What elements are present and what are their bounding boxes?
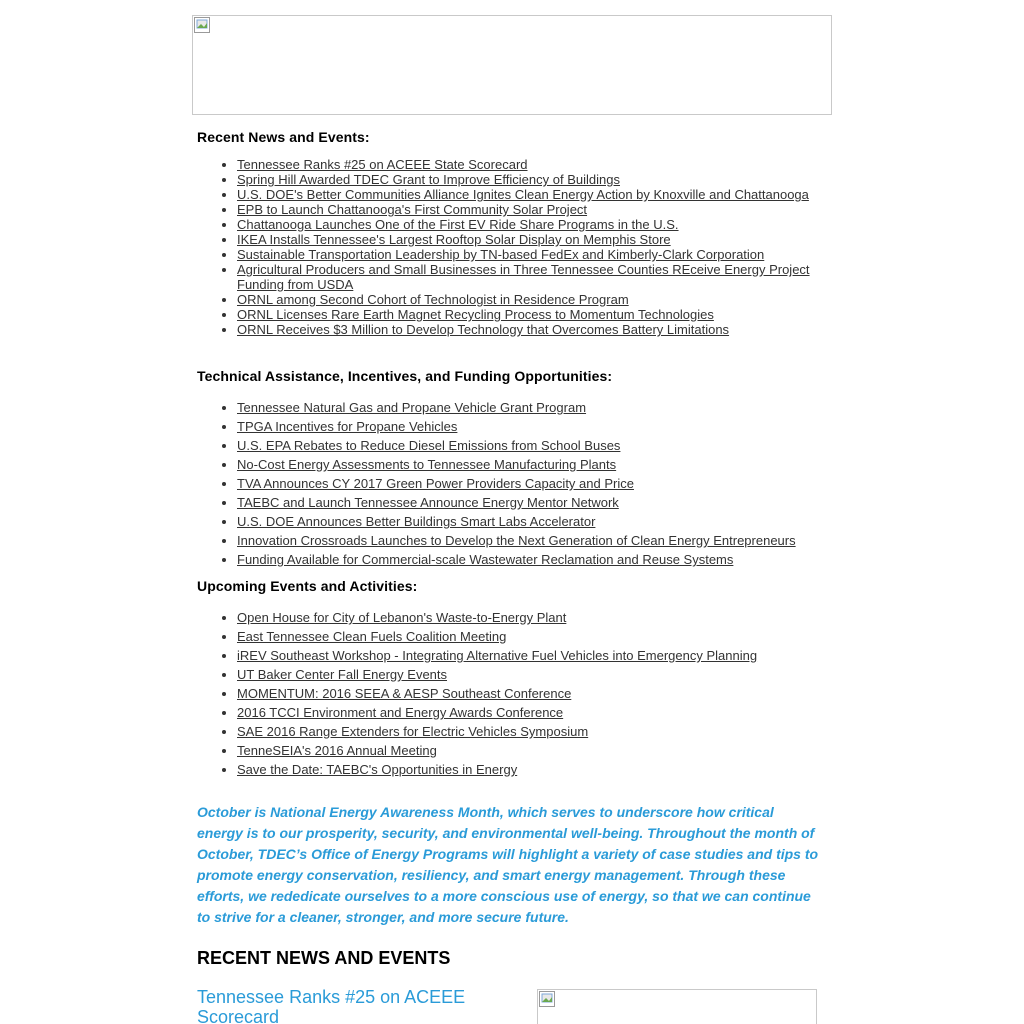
recent-news-item bbox=[237, 262, 822, 292]
recent-news-heading: Recent News and Events: bbox=[197, 129, 370, 145]
broken-image-icon bbox=[539, 991, 555, 1007]
recent-news-item bbox=[237, 217, 822, 232]
recent-news-link[interactable]: Chattanooga Launches One of the First EV Ride Share Programs in the U.S. bbox=[237, 217, 679, 232]
recent-news-link[interactable]: ORNL Receives $3 Million to Develop Technology that Overcomes Battery Limitations bbox=[237, 322, 730, 337]
recent-news-link[interactable]: ORNL Licenses Rare Earth Magnet Recycling Process to Momentum Technologies bbox=[237, 307, 714, 322]
technical-assistance-link[interactable]: TPGA Incentives for Propane Vehicles bbox=[237, 419, 458, 434]
recent-news-item bbox=[237, 247, 822, 262]
upcoming-event-link[interactable]: iREV Southeast Workshop - Integrating Alternative Fuel Vehicles into Emergency Planning bbox=[237, 648, 758, 663]
recent-news-item bbox=[237, 307, 822, 322]
recent-news-link[interactable]: Tennessee Ranks #25 on ACEEE State Scorecard bbox=[237, 157, 528, 172]
upcoming-event-item bbox=[237, 724, 822, 739]
upcoming-event-link[interactable]: East Tennessee Clean Fuels Coalition Meeting bbox=[237, 629, 507, 644]
upcoming-event-item bbox=[237, 610, 822, 625]
recent-news-link[interactable]: IKEA Installs Tennessee's Largest Rooftop Solar Display on Memphis Store bbox=[237, 232, 671, 247]
upcoming-event-link[interactable]: Open House for City of Lebanon's Waste-to-Energy Plant bbox=[237, 610, 567, 625]
technical-assistance-link[interactable]: TVA Announces CY 2017 Green Power Providers Capacity and Price bbox=[237, 476, 634, 491]
recent-news-item bbox=[237, 202, 822, 217]
technical-assistance-link[interactable]: U.S. EPA Rebates to Reduce Diesel Emissions from School Buses bbox=[237, 438, 621, 453]
header-banner-image bbox=[192, 15, 832, 115]
technical-assistance-link[interactable]: Innovation Crossroads Launches to Develop the Next Generation of Clean Energy Entrepreneurs bbox=[237, 533, 796, 548]
technical-assistance-link[interactable]: No-Cost Energy Assessments to Tennessee Manufacturing Plants bbox=[237, 457, 617, 472]
recent-news-link[interactable]: ORNL among Second Cohort of Technologist in Residence Program bbox=[237, 292, 629, 307]
technical-assistance-item bbox=[237, 476, 822, 491]
upcoming-events-heading: Upcoming Events and Activities: bbox=[197, 578, 418, 594]
recent-news-link[interactable]: Spring Hill Awarded TDEC Grant to Improve Efficiency of Buildings bbox=[237, 172, 620, 187]
technical-assistance-list bbox=[197, 400, 822, 567]
recent-news-item bbox=[237, 322, 822, 337]
feature-article bbox=[197, 987, 822, 1024]
recent-news-item bbox=[237, 157, 822, 172]
recent-news-list bbox=[197, 157, 822, 337]
upcoming-event-link[interactable]: 2016 TCCI Environment and Energy Awards Conference bbox=[237, 705, 564, 720]
recent-news-item bbox=[237, 172, 822, 187]
recent-news-item bbox=[237, 232, 822, 247]
technical-assistance-item bbox=[237, 552, 822, 567]
upcoming-event-item bbox=[237, 743, 822, 758]
upcoming-event-link[interactable]: UT Baker Center Fall Energy Events bbox=[237, 667, 448, 682]
technical-assistance-link[interactable]: U.S. DOE Announces Better Buildings Smart Labs Accelerator bbox=[237, 514, 596, 529]
upcoming-event-link[interactable]: Save the Date: TAEBC's Opportunities in Energy bbox=[237, 762, 518, 777]
technical-assistance-link[interactable]: TAEBC and Launch Tennessee Announce Energy Mentor Network bbox=[237, 495, 619, 510]
feature-article-image bbox=[537, 989, 817, 1024]
feature-article-title-link[interactable]: Tennessee Ranks #25 on ACEEE Scorecard bbox=[197, 987, 466, 1024]
technical-assistance-link[interactable]: Funding Available for Commercial-scale Wastewater Reclamation and Reuse Systems bbox=[237, 552, 734, 567]
technical-assistance-item bbox=[237, 495, 822, 510]
upcoming-event-item bbox=[237, 629, 822, 644]
recent-news-link[interactable]: Sustainable Transportation Leadership by TN-based FedEx and Kimberly-Clark Corporation bbox=[237, 247, 765, 262]
technical-assistance-heading: Technical Assistance, Incentives, and Funding Opportunities: bbox=[197, 368, 613, 384]
upcoming-event-link[interactable]: TenneSEIA's 2016 Annual Meeting bbox=[237, 743, 437, 758]
recent-news-link[interactable]: U.S. DOE's Better Communities Alliance Ignites Clean Energy Action by Knoxville and Chattanooga bbox=[237, 187, 809, 202]
recent-news-link[interactable]: Agricultural Producers and Small Businesses in Three Tennessee Counties REceive Energy Project Funding from USDA bbox=[237, 262, 810, 292]
recent-news-link[interactable]: EPB to Launch Chattanooga's First Community Solar Project bbox=[237, 202, 588, 217]
recent-news-section-heading: RECENT NEWS AND EVENTS bbox=[197, 948, 451, 968]
technical-assistance-item bbox=[237, 457, 822, 472]
technical-assistance-item bbox=[237, 438, 822, 453]
upcoming-event-item bbox=[237, 686, 822, 701]
upcoming-event-item bbox=[237, 648, 822, 663]
upcoming-event-link[interactable]: SAE 2016 Range Extenders for Electric Vehicles Symposium bbox=[237, 724, 589, 739]
technical-assistance-link[interactable]: Tennessee Natural Gas and Propane Vehicle Grant Program bbox=[237, 400, 587, 415]
technical-assistance-item bbox=[237, 514, 822, 529]
newsletter-content bbox=[197, 128, 822, 1024]
upcoming-event-item bbox=[237, 705, 822, 720]
technical-assistance-item bbox=[237, 400, 822, 415]
upcoming-event-link[interactable]: MOMENTUM: 2016 SEEA & AESP Southeast Conference bbox=[237, 686, 572, 701]
technical-assistance-item bbox=[237, 419, 822, 434]
recent-news-item bbox=[237, 292, 822, 307]
upcoming-event-item bbox=[237, 762, 822, 777]
recent-news-item bbox=[237, 187, 822, 202]
upcoming-events-list bbox=[197, 610, 822, 777]
technical-assistance-item bbox=[237, 533, 822, 548]
energy-awareness-paragraph: October is National Energy Awareness Month, which serves to underscore how critical energy is to our prosperity, security, and environmental well-being. Throughout the month of October, TDEC’s Office of Energy Programs will highlight a variety of case studies and tips to promote energy conservation, resiliency, and smart energy management. Through these efforts, we rededicate ourselves to a more conscious use of energy, so that we can continue to strive for a cleaner, stronger, and more secure future. bbox=[197, 804, 819, 925]
upcoming-event-item bbox=[237, 667, 822, 682]
broken-image-icon bbox=[194, 17, 210, 33]
